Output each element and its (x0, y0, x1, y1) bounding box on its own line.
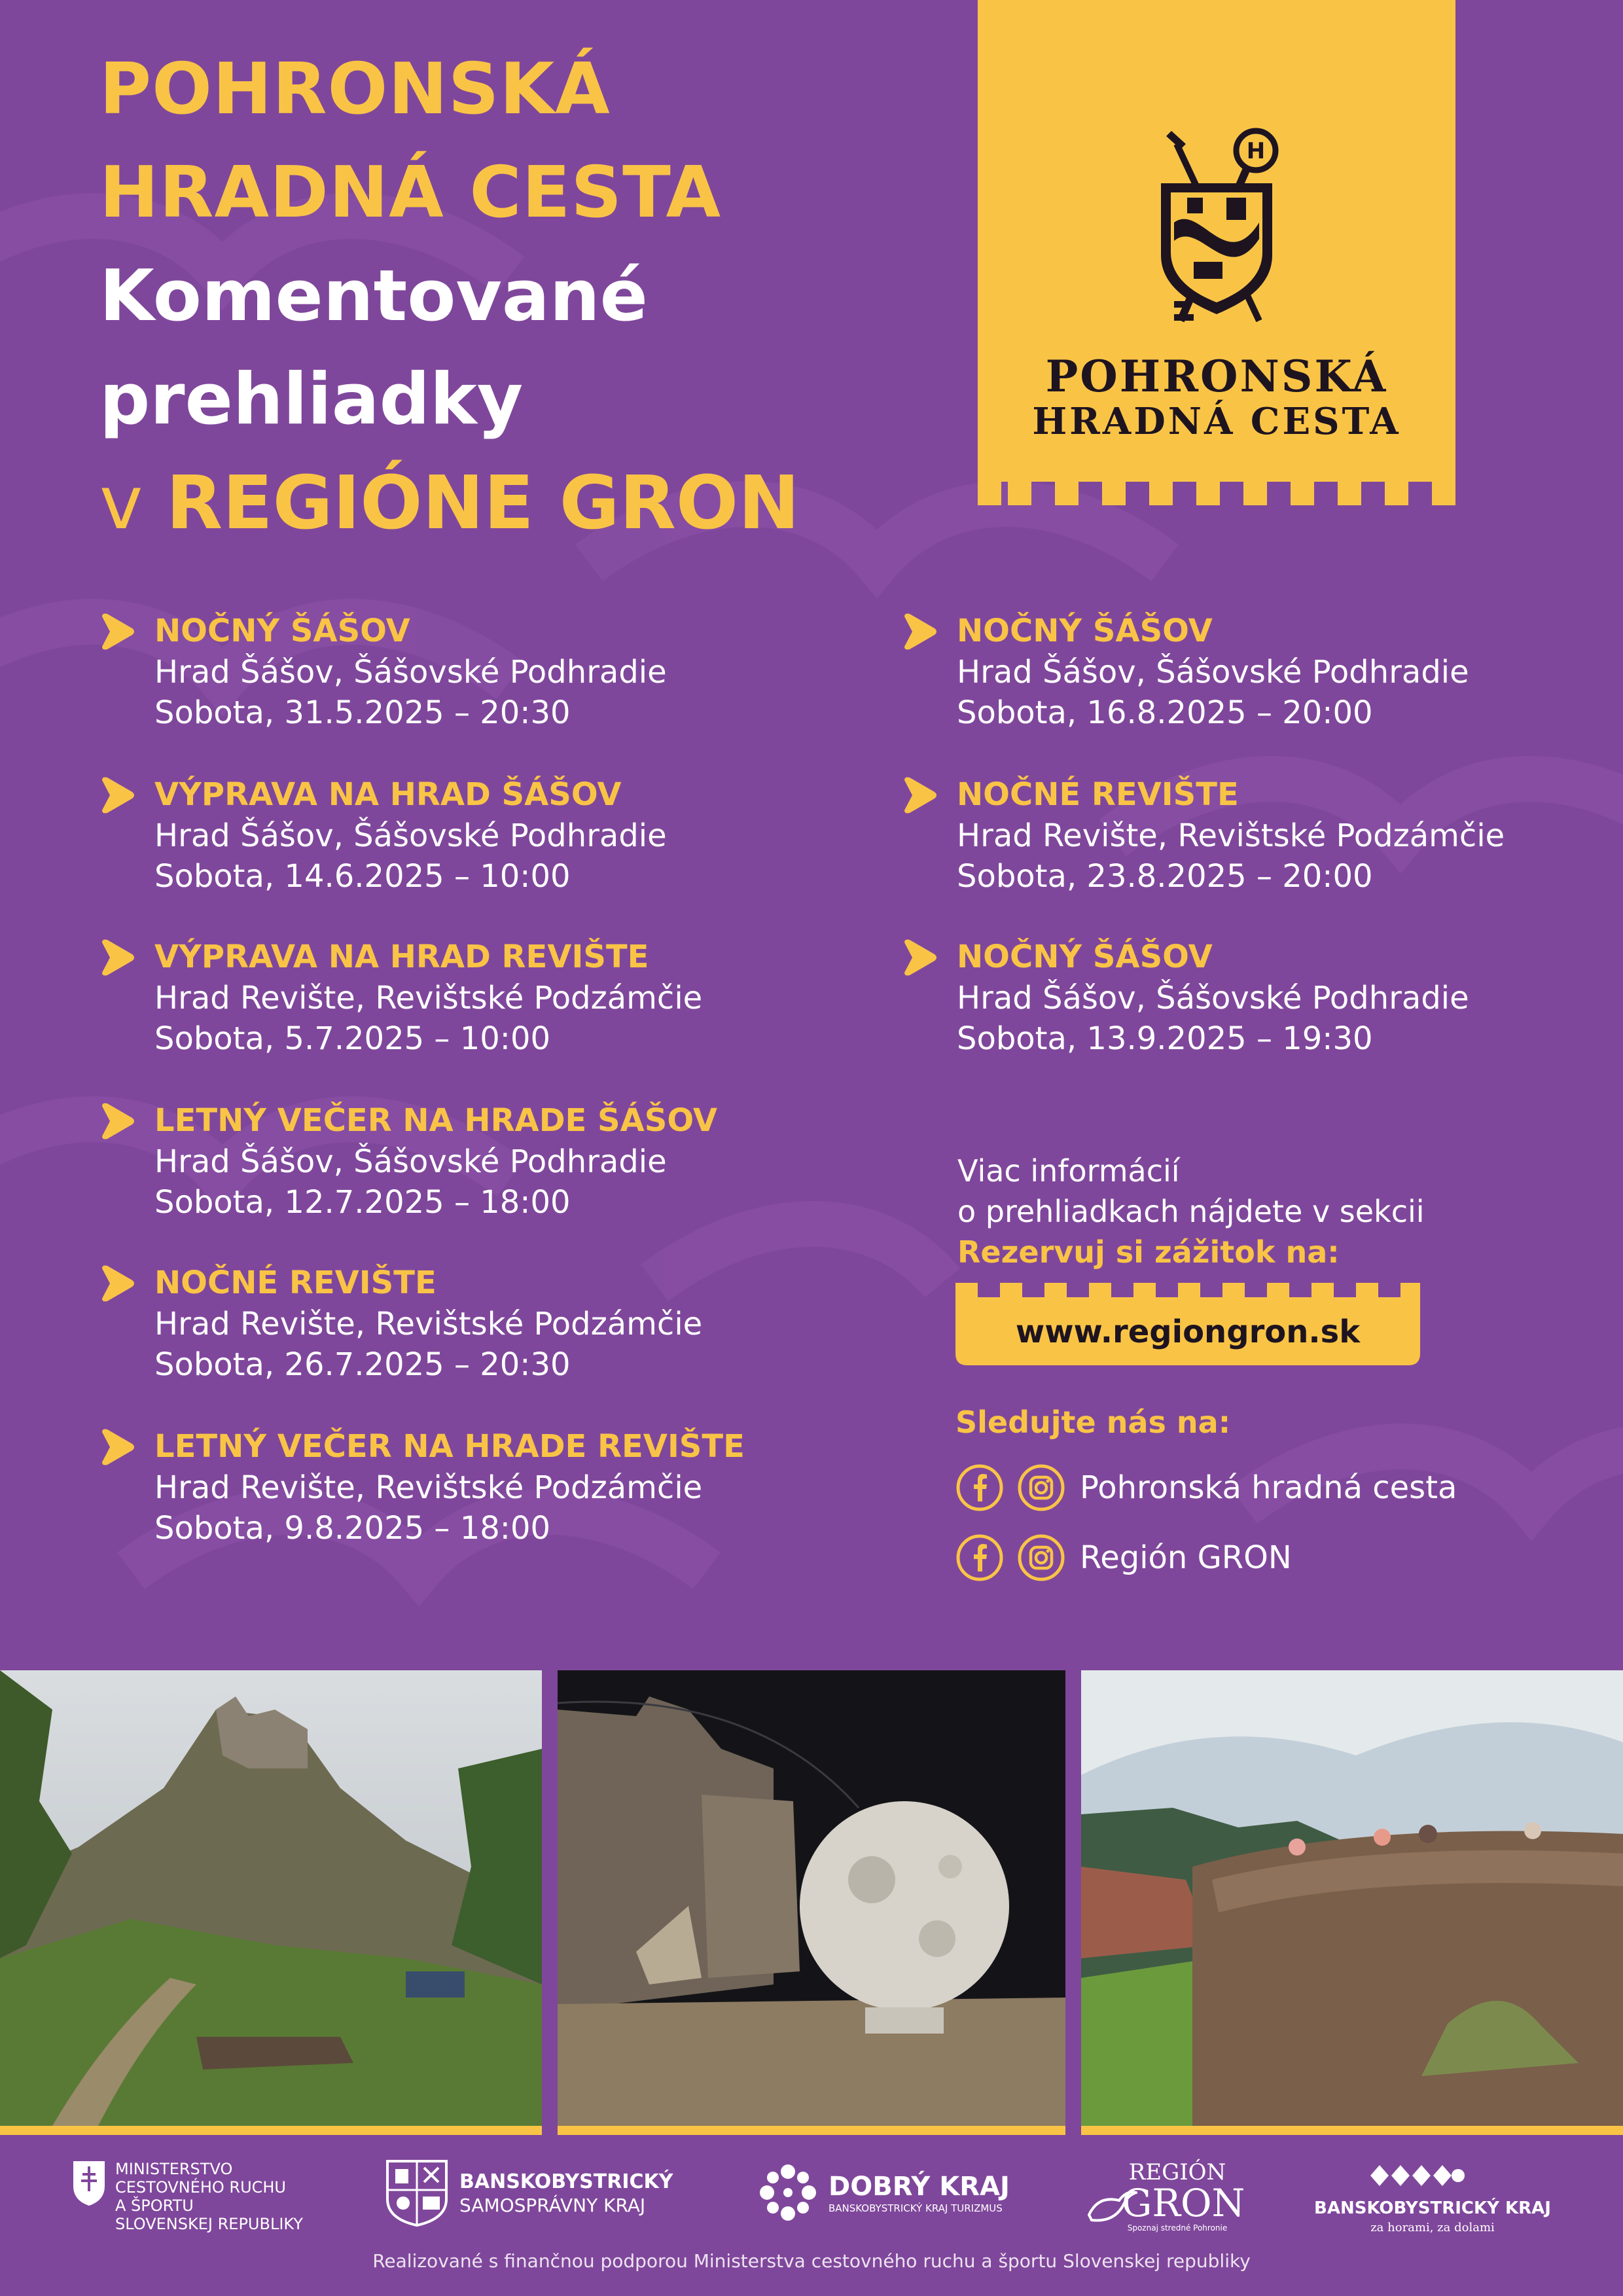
bbsk-line: BANSKOBYSTRICKÝ (459, 2170, 673, 2193)
event-date: Sobota, 9.8.2025 – 18:00 (154, 1510, 551, 1547)
photo-underline (0, 2126, 542, 2135)
dobry-kraj-subtitle: BANSKOBYSTRICKÝ KRAJ TURIZMUS (829, 2202, 1003, 2214)
arrow-icon (902, 937, 938, 978)
funding-credit: Realizované s finančnou podporou Ministerstva cestovného ruchu a športu Slovenskej republiky (372, 2250, 1251, 2272)
event-date: Sobota, 12.7.2025 – 18:00 (154, 1184, 571, 1221)
event-date: Sobota, 23.8.2025 – 20:00 (957, 858, 1373, 895)
event-name: VÝPRAVA NA HRAD ŠÁŠOV (154, 776, 622, 813)
ministry-line: CESTOVNÉHO RUCHU (115, 2178, 286, 2197)
coat-of-arms-icon (1148, 124, 1285, 334)
event-name: LETNÝ VEČER NA HRADE ŠÁŠOV (154, 1102, 717, 1139)
event-name: LETNÝ VEČER NA HRADE REVIŠTE (154, 1428, 745, 1465)
logo-banner (978, 0, 1455, 505)
event-date: Sobota, 14.6.2025 – 10:00 (154, 858, 571, 895)
event-name: NOČNÉ REVIŠTE (957, 776, 1239, 813)
social-row (955, 1534, 1584, 1586)
slovak-coat-of-arms-icon (72, 2160, 106, 2207)
arrow-icon (99, 775, 136, 816)
title-line-2: HRADNÁ CESTA (99, 152, 722, 234)
castle-visitors-photo (1081, 1670, 1623, 2126)
arrow-icon (99, 611, 136, 652)
event-date: Sobota, 16.8.2025 – 20:00 (957, 694, 1373, 731)
event-place: Hrad Šášov, Šášovské Podhradie (957, 980, 1469, 1016)
event-place: Hrad Šášov, Šášovské Podhradie (154, 1143, 667, 1180)
event-place: Hrad Revište, Revištské Podzámčie (154, 980, 703, 1016)
arrow-icon (902, 775, 938, 816)
arrow-icon (99, 1263, 136, 1304)
event-place: Hrad Revište, Revištské Podzámčie (957, 817, 1505, 854)
website-link[interactable]: www.regiongron.sk (1015, 1314, 1361, 1350)
event-place: Hrad Revište, Revištské Podzámčie (154, 1469, 703, 1506)
event-name: NOČNÝ ŠÁŠOV (957, 613, 1213, 649)
region-gron-name: GRON (1122, 2181, 1245, 2225)
event-place: Hrad Šášov, Šášovské Podhradie (154, 654, 667, 691)
bbsk-coat-of-arms-icon (385, 2160, 449, 2227)
flower-icon (758, 2162, 818, 2223)
event-name: VÝPRAVA NA HRAD REVIŠTE (154, 939, 649, 975)
social-heading: Sledujte nás na: (955, 1405, 1231, 1440)
logo-name-line-1: POHRONSKÁ (1045, 351, 1388, 402)
poster-title (99, 38, 800, 555)
event-date: Sobota, 13.9.2025 – 19:30 (957, 1020, 1373, 1057)
castle-ruin-photo (0, 1670, 542, 2126)
event-place: Hrad Šášov, Šášovské Podhradie (957, 654, 1469, 691)
photo-underline (558, 2126, 1065, 2135)
title-line-5 (99, 452, 800, 555)
event-place: Hrad Šášov, Šášovské Podhradie (154, 817, 667, 854)
moon-installation-photo (558, 1670, 1065, 2126)
title-line-1: POHRONSKÁ (99, 48, 611, 130)
event-date: Sobota, 5.7.2025 – 10:00 (154, 1020, 551, 1057)
event-date: Sobota, 26.7.2025 – 20:30 (154, 1346, 571, 1383)
bbsk-line: SAMOSPRÁVNY KRAJ (459, 2195, 646, 2216)
social-row (955, 1463, 1584, 1516)
ministry-line: SLOVENSKEJ REPUBLIKY (115, 2215, 303, 2233)
social-label[interactable]: Pohronská hradná cesta (1080, 1469, 1457, 1506)
event-place: Hrad Revište, Revištské Podzámčie (154, 1306, 703, 1342)
facebook-icon[interactable] (955, 1534, 1004, 1582)
event-name: NOČNÝ ŠÁŠOV (957, 939, 1213, 975)
event-name: NOČNÝ ŠÁŠOV (154, 613, 410, 649)
arrow-icon (99, 937, 136, 978)
svg-text:H: H (1246, 138, 1266, 164)
info-line-1: Viac informácií (957, 1153, 1180, 1189)
event-name: NOČNÉ REVIŠTE (154, 1265, 437, 1301)
ministry-line: A ŠPORTU (115, 2197, 194, 2215)
bbkraj-title: BANSKOBYSTRICKÝ KRAJ (1314, 2198, 1551, 2218)
title-line-5-main: REGIÓNE GRON (166, 461, 800, 546)
arrow-icon (902, 611, 938, 652)
facebook-icon[interactable] (955, 1463, 1004, 1512)
title-line-4: prehliadky (99, 359, 524, 440)
event-date: Sobota, 31.5.2025 – 20:30 (154, 694, 571, 731)
info-block (957, 1151, 1425, 1272)
bbkraj-tagline: za horami, za dolami (1370, 2221, 1495, 2234)
social-label[interactable]: Región GRON (1080, 1539, 1292, 1576)
region-gron-tagline: Spoznaj stredné Pohronie (1127, 2223, 1228, 2233)
ministry-line: MINISTERSTVO (115, 2160, 233, 2178)
title-line-5-prefix: v (99, 461, 166, 546)
info-line-3: Rezervuj si zážitok na: (957, 1234, 1340, 1270)
info-line-2: o prehliadkach nájdete v sekcii (957, 1194, 1425, 1229)
title-line-3: Komentované (99, 255, 648, 337)
logo-name-line-2: HRADNÁ CESTA (1032, 400, 1401, 443)
region-gron-line: REGIÓN (1128, 2159, 1226, 2185)
dobry-kraj-title: DOBRÝ KRAJ (829, 2172, 1010, 2202)
instagram-icon[interactable] (1017, 1463, 1065, 1512)
arrow-icon (99, 1427, 136, 1467)
photo-underline (1081, 2126, 1623, 2135)
arrow-icon (99, 1101, 136, 1141)
instagram-icon[interactable] (1017, 1534, 1065, 1582)
bbkraj-hearts-icon (1366, 2160, 1465, 2191)
